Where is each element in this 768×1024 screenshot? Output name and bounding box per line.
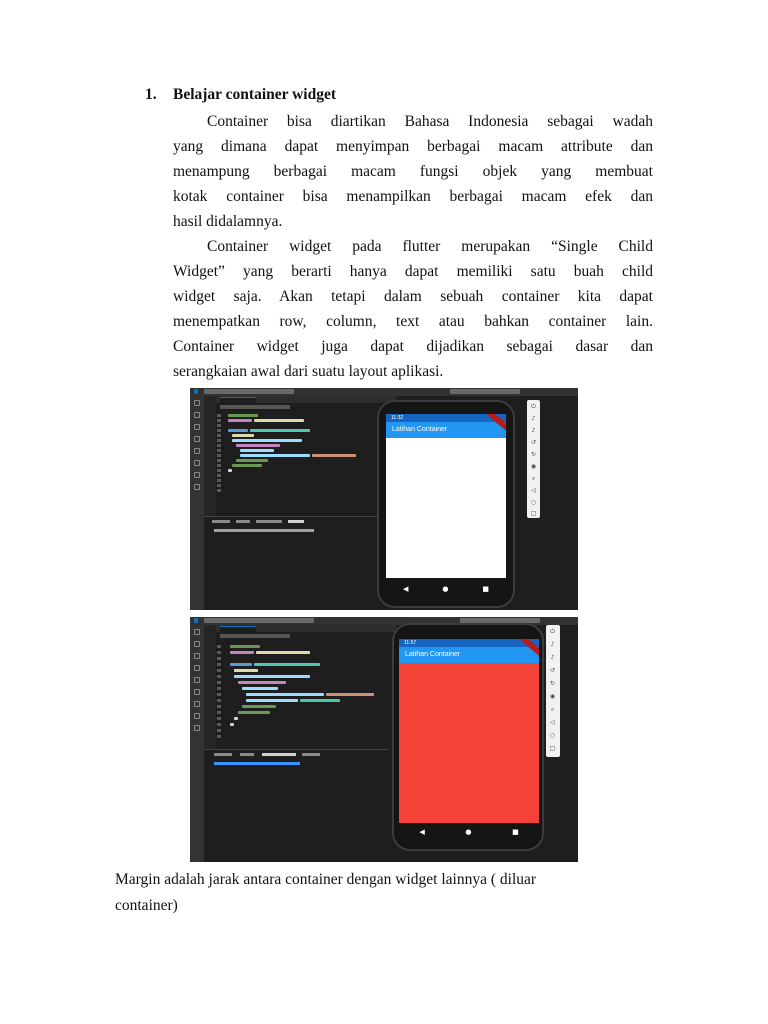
screenshot-vscode-emulator-white — [190, 388, 578, 610]
emulator-controls — [546, 625, 560, 757]
paragraph-line: kotak container bisa menampilkan berbagai macam efek dan — [173, 188, 653, 205]
debug-console-panel — [204, 749, 388, 862]
app-bar-title: Latihan Container — [386, 422, 506, 438]
camera-icon[interactable]: ◉ — [549, 693, 556, 700]
volume-up-icon[interactable]: ♪ — [531, 415, 536, 422]
editor-tabs — [216, 625, 396, 632]
volume-down-icon[interactable]: ♪ — [550, 654, 555, 661]
volume-down-icon[interactable]: ♪ — [531, 427, 536, 434]
rotate-left-icon[interactable]: ↺ — [530, 439, 537, 446]
paragraph-line: hasil didalamnya. — [173, 213, 283, 230]
section-number: 1. — [145, 86, 157, 103]
home-icon[interactable]: ● — [465, 828, 472, 836]
back-icon[interactable]: ◀ — [419, 828, 425, 836]
window-titlebar — [190, 388, 578, 396]
paragraph-single-child-widget — [173, 234, 653, 384]
back-control-icon[interactable]: ◁ — [550, 719, 555, 726]
paragraph-line: Container widget juga dapat dijadikan sebagai dasar dan — [173, 338, 653, 355]
rotate-left-icon[interactable]: ↺ — [549, 667, 556, 674]
app-body — [386, 438, 506, 578]
paragraph-line: menempatkan row, column, text atau bahkan container lain. — [173, 313, 653, 330]
phone-emulator — [377, 400, 515, 608]
editor-tabs — [216, 396, 396, 403]
paragraph-line: Margin adalah jarak antara container dengan widget lainnya ( diluar — [115, 871, 537, 888]
rotate-right-icon[interactable]: ↻ — [549, 680, 556, 687]
breadcrumb — [220, 405, 290, 409]
camera-icon[interactable]: ◉ — [530, 463, 537, 470]
home-control-icon[interactable]: ○ — [549, 732, 556, 739]
paragraph-line: Container widget pada flutter merupakan “Single Child — [207, 238, 653, 255]
emulator-controls — [527, 400, 540, 518]
phone-screen — [386, 414, 506, 578]
breadcrumb — [220, 634, 290, 638]
zoom-icon[interactable]: ⌕ — [550, 706, 555, 713]
phone-emulator — [392, 623, 544, 851]
power-icon[interactable]: ⏻ — [550, 628, 555, 635]
android-nav-bar — [386, 582, 506, 596]
section-title: Belajar container widget — [173, 86, 337, 103]
section-heading — [145, 86, 336, 104]
screenshot-vscode-emulator-red — [190, 617, 578, 862]
paragraph-line: serangkaian awal dari suatu layout aplikasi. — [173, 363, 444, 380]
app-bar-title: Latihan Container — [399, 647, 539, 663]
power-icon[interactable]: ⏻ — [531, 403, 536, 410]
overview-control-icon[interactable]: □ — [530, 510, 537, 517]
paragraph-line: Widget” yang berarti hanya dapat memiliki satu buah child — [173, 263, 653, 280]
rotate-right-icon[interactable]: ↻ — [530, 451, 537, 458]
terminal-panel — [204, 516, 388, 610]
back-icon[interactable]: ◀ — [402, 585, 409, 593]
volume-up-icon[interactable]: ♪ — [550, 641, 555, 648]
overview-control-icon[interactable]: □ — [549, 745, 556, 752]
paragraph-line: menampung berbagai macam fungsi objek yang membuat — [173, 163, 653, 180]
android-nav-bar — [399, 825, 539, 839]
paragraph-line: container) — [115, 897, 178, 914]
activity-bar — [190, 625, 204, 862]
red-container — [399, 663, 539, 823]
home-control-icon[interactable]: ○ — [530, 499, 537, 506]
recents-icon[interactable]: ■ — [512, 828, 519, 836]
paragraph-line: Container bisa diartikan Bahasa Indonesia sebagai wadah — [207, 113, 653, 130]
zoom-icon[interactable]: ⌕ — [531, 475, 536, 482]
paragraph-line: yang dimana dapat menyimpan berbagai macam attribute dan — [173, 138, 653, 155]
paragraph-container-definition — [173, 109, 653, 234]
status-bar — [399, 639, 539, 647]
status-time: 11:32 — [391, 415, 404, 421]
recents-icon[interactable]: ■ — [482, 585, 489, 593]
paragraph-line: widget saja. Akan tetapi dalam sebuah container kita dapat — [173, 288, 653, 305]
status-time: 11:57 — [404, 640, 417, 646]
home-icon[interactable]: ● — [442, 585, 449, 593]
back-control-icon[interactable]: ◁ — [531, 487, 536, 494]
margin-paragraph — [115, 867, 655, 919]
activity-bar — [190, 396, 204, 610]
phone-screen — [399, 639, 539, 823]
